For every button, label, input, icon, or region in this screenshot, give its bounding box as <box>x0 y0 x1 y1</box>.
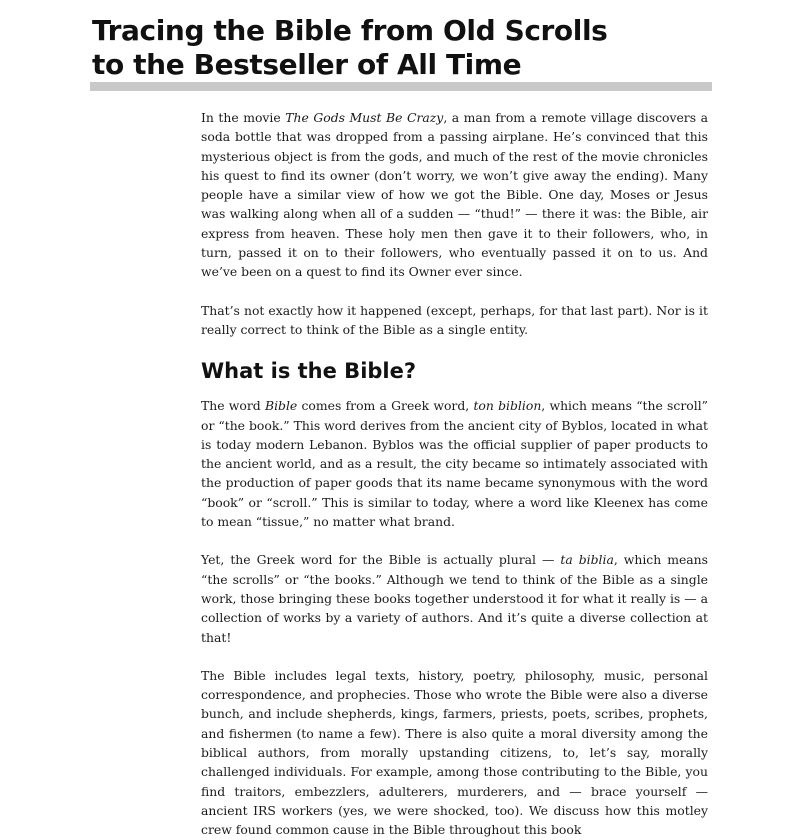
section-paragraph-2 <box>201 550 708 646</box>
movie-title: The Gods Must Be Crazy <box>285 110 444 125</box>
chapter-title-line-2: to the Bestseller of All Time <box>92 48 522 81</box>
section-p1-text-b: comes from a Greek word, <box>297 398 474 414</box>
term-bible: Bible <box>264 398 298 414</box>
term-ton-biblion: ton biblion <box>473 398 542 414</box>
term-ta-biblia: ta biblia <box>560 552 614 568</box>
section-p2-text-a: Yet, the Greek word for the Bible is actually plural — <box>201 552 561 568</box>
section-p1-text-a: The word <box>201 398 265 414</box>
intro-p1-text-a: In the movie <box>201 110 286 125</box>
body-text <box>201 108 708 840</box>
section-p2-text-b: , which means “the scrolls” or “the books.” Although we tend to think of the Bible as a single work, those bringing these books together understood it for what it really is — a collection of works by a variety of authors. And it’s quite a diverse collection at that! <box>201 552 708 645</box>
section-heading: What is the Bible? <box>201 359 417 384</box>
chapter-title-line-1: Tracing the Bible from Old Scrolls <box>92 14 608 47</box>
intro-p1-text-b: , a man from a remote village discovers a soda bottle that was dropped from a passing airplane. He’s convinced that this mysterious object is from the gods, and much of the rest of the movie chronicles his quest to find its owner (don’t worry, we won’t give away the ending). Many people have a similar view of how we got the Bible. One day, Moses or Jesus was walking along when all of a sudden — “thud!” — there it was: the Bible, air express from heaven. These holy men then gave it to their followers, who, in turn, passed it on to their followers, who eventually passed it on to us. And we’ve been on a quest to find its Owner ever since. <box>201 110 708 280</box>
chapter-title <box>92 14 712 82</box>
section-p1-text-c: , which means “the scroll” or “the book.” This word derives from the ancient city of Byblos, located in what is today modern Lebanon. Byblos was the official supplier of paper products to the ancient world, and as a result, the city became so intimately associated with the production of paper goods that its name became synonymous with the word “book” or “scroll.” This is similar to today, where a word like Kleenex has come to mean “tissue,” no matter what brand. <box>201 398 708 530</box>
intro-paragraph-2: That’s not exactly how it happened (except, perhaps, for that last part). Nor is it really correct to think of the Bible as a single entity. <box>201 302 708 337</box>
title-underline-bar <box>90 82 712 91</box>
section-paragraph-3: The Bible includes legal texts, history, poetry, philosophy, music, personal correspondence, and prophecies. Those who wrote the Bible were also a diverse bunch, and include shepherds, kings, farmers, priests, poets, scribes, prophets, and fishermen (to name a few). There is also quite a moral diversity among the biblical authors, from morally upstanding citizens, to, let’s say, morally challenged individuals. For example, among those contributing to the Bible, you find traitors, embezzlers, adulterers, murderers, and — brace yourself — ancient IRS workers (yes, we were shocked, too). We discuss how this motley crew found common cause in the Bible throughout this book <box>201 667 708 838</box>
section-paragraph-1 <box>201 396 708 531</box>
intro-paragraph-1 <box>201 108 708 282</box>
